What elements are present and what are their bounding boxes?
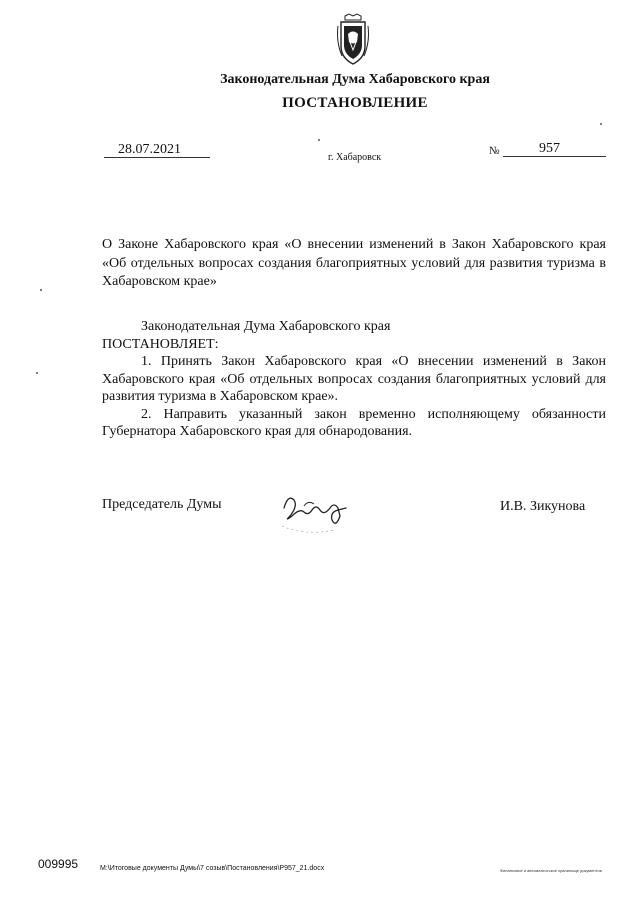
resolution-item-1: 1. Принять Закон Хабаровского края «О внесении изменений в Закон Хабаровского края «Об отдельных вопросах создания благоприятных условий для развития туризма в Хабаровском крае».	[102, 354, 606, 404]
coat-of-arms-emblem	[333, 12, 373, 68]
resolution-resolves: ПОСТАНОВЛЯЕТ:	[102, 336, 219, 352]
resolution-body	[102, 318, 606, 441]
resolution-item-2: 2. Направить указанный закон временно исполняющему обязанности Губернатора Хабаровского края для обнародования.	[102, 406, 606, 439]
document-city: г. Хабаровск	[328, 152, 382, 163]
scan-speck	[600, 123, 602, 125]
footer-code: 009995	[38, 857, 79, 871]
signatory-position: Председатель Думы	[102, 497, 222, 512]
signatory-name: И.В. Зикунова	[500, 499, 586, 514]
khabarovsk-krai-emblem-icon	[333, 12, 373, 68]
footer-file-path: M:\Итоговые документы Думы\7 созыв\Постановления\Р957_21.docx	[100, 865, 325, 872]
document-number-label: №	[489, 145, 500, 157]
scan-speck	[318, 139, 320, 141]
scan-speck	[40, 289, 42, 291]
document-date: 28.07.2021	[104, 143, 210, 158]
scan-speck	[36, 372, 38, 374]
document-number: 957	[503, 141, 606, 157]
organization-name: Законодательная Дума Хабаровского края	[220, 72, 490, 87]
resolution-intro: Законодательная Дума Хабаровского края	[141, 319, 391, 334]
document-subject: О Законе Хабаровского края «О внесении изменений в Закон Хабаровского края «Об отдельных вопросах создания благоприятных условий для развития туризма в Хабаровском крае»	[102, 237, 606, 289]
handwritten-signature-icon	[274, 486, 356, 538]
document-type-title: ПОСТАНОВЛЕНИЕ	[282, 95, 428, 111]
footer-right-note: Финансовое и автоматическое хранилище документов	[500, 868, 602, 873]
